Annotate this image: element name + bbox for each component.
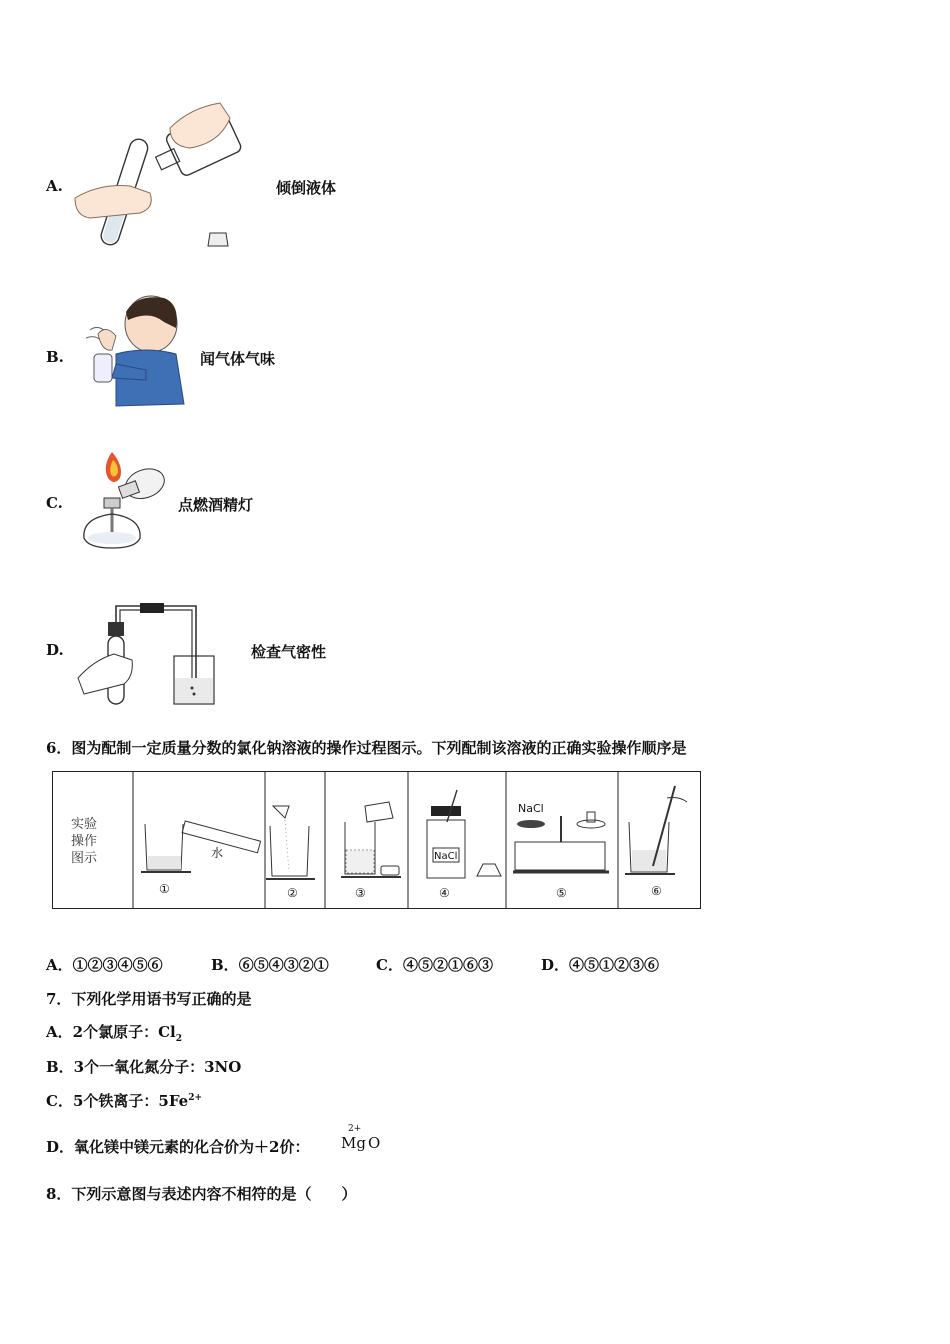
smelling-gas-figure [76, 294, 188, 410]
option-c-letter: C. [46, 494, 63, 512]
valence-mark: 2+ [348, 1124, 362, 1134]
nacl-label: NaCl [518, 802, 544, 815]
q7-option-c [46, 1090, 202, 1111]
valence-formula [341, 1124, 391, 1156]
option-b-letter: B. [46, 348, 64, 366]
q6-choice-b [211, 954, 329, 975]
q6-choice-d-letter: D． [541, 956, 570, 974]
q6-choice-b-letter: B． [211, 956, 239, 974]
step-label-1: ① [159, 882, 170, 896]
water-label: 水 [211, 846, 224, 860]
option-a-caption: 倾倒液体 [276, 179, 337, 197]
lighting-alcohol-lamp-figure [74, 448, 174, 554]
q6-choice-a-letter: A． [46, 956, 73, 974]
step-1-figure [141, 821, 261, 872]
step-2-figure [266, 806, 315, 879]
option-d-caption: 检查气密性 [251, 643, 327, 661]
q6-choice-d-text: ④⑤①②③⑥ [569, 956, 660, 974]
q7-stem: 7．下列化学用语书写正确的是 [46, 990, 252, 1008]
step-label-2: ② [287, 886, 298, 900]
pouring-liquid-figure [70, 98, 250, 253]
option-a-letter: A. [46, 177, 63, 195]
step-label-5: ⑤ [556, 886, 567, 900]
step-label-4: ④ [439, 886, 450, 900]
table-header-line-1: 实验 [71, 817, 98, 832]
q7-option-d-text: D．氧化镁中镁元素的化合价为＋2价： [46, 1138, 310, 1156]
table-header [71, 816, 97, 867]
q7-option-a-text: A．2个氯原子：Cl [46, 1023, 176, 1041]
option-b-caption: 闻气体气味 [200, 350, 276, 368]
q8-stem: 8．下列示意图与表述内容不相符的是（ ） [46, 1185, 357, 1203]
q6-choice-d [541, 954, 659, 975]
q7-option-d [46, 1136, 309, 1157]
table-header-line-2: 操作 [71, 834, 98, 849]
q6-choice-c-letter: C． [376, 956, 403, 974]
formula-o: O [367, 1134, 381, 1152]
step-label-3: ③ [355, 886, 366, 900]
table-header-line-3: 图示 [71, 851, 98, 866]
q7-option-c-superscript: 2+ [188, 1093, 202, 1103]
q6-choice-a-text: ①②③④⑤⑥ [72, 956, 163, 974]
step-label-6: ⑥ [651, 884, 662, 898]
step-3-figure [341, 802, 401, 877]
formula-mg: Mg [341, 1134, 366, 1152]
option-c-caption: 点燃酒精灯 [178, 496, 254, 514]
q6-choice-c [376, 954, 493, 975]
q6-choice-b-text: ⑥⑤④③②① [238, 956, 329, 974]
step-4-figure [427, 790, 501, 878]
q6-choice-a [46, 954, 163, 975]
airtightness-check-figure [74, 598, 224, 710]
step-6-figure [625, 786, 687, 874]
formula [341, 1134, 380, 1152]
q6-operation-table [52, 771, 701, 909]
nacl-bottle-label: NaCl [434, 851, 458, 862]
q7-option-b: B．3个一氧化氮分子：3NO [46, 1058, 242, 1076]
q6-choice-c-text: ④⑤②①⑥③ [402, 956, 493, 974]
q7-option-a-subscript: 2 [175, 1034, 182, 1044]
step-5-figure [513, 812, 609, 872]
q7-option-c-text: C．5个铁离子：5Fe [46, 1092, 189, 1110]
q6-stem: 6．图为配制一定质量分数的氯化钠溶液的操作过程图示。下列配制该溶液的正确实验操作顺序是 [46, 739, 687, 757]
q7-option-a [46, 1021, 182, 1044]
option-d-letter: D. [46, 641, 64, 659]
